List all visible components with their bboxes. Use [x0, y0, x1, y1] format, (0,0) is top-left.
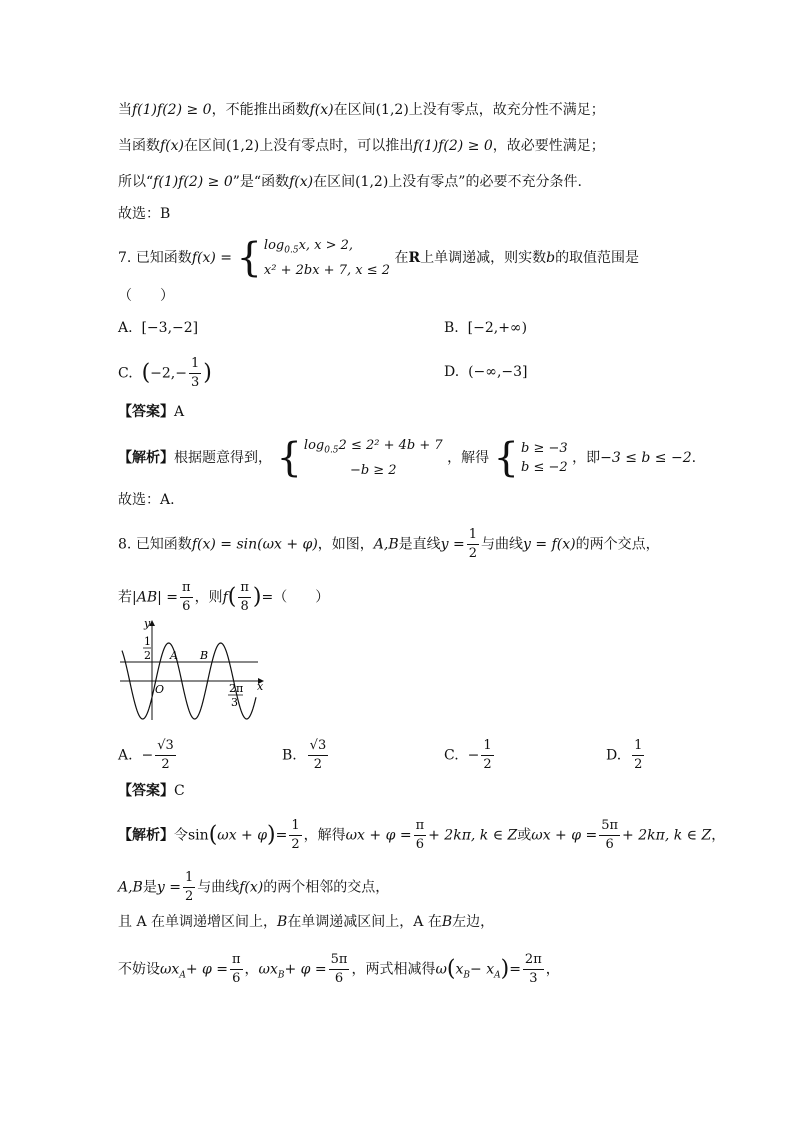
text-line-1: 当f(1)f(2) ≥ 0，不能推出函数f(x)在区间(1,2)上没有零点，故充分性不满足；: [118, 102, 605, 118]
point-a-label: A: [170, 649, 178, 662]
q7-answer: 【答案】A: [118, 404, 185, 420]
sine-graph: [118, 615, 268, 723]
q8-answer: 【答案】C: [118, 783, 185, 799]
q8-analysis-line-4: 不妨设$\omega x_A+ \varphi$ = $\frac{\pi}{6}$ ，$\omega x_B+ \varphi$ = $\frac{5\pi}{6}$ ，两式相减得$\omega(x_B- x_A)=$ $\frac{2\pi}{3}$ ，: [118, 952, 560, 986]
tick-label-num: 2π: [229, 682, 244, 695]
q8-analysis-line-1: 【解析】令sin(ωx + φ)= $\frac{1}{2}$ ，解得ωx + φ = $\frac{\pi}{6}$ + 2kπ, k ∈ Z或ωx + φ = $\frac{5\pi}{6}$ + 2kπ, k ∈ Z，: [118, 818, 726, 852]
question-7-paren: （ ）: [118, 288, 174, 304]
math-f1f2: f(1)f(2) ≥ 0: [132, 102, 212, 118]
q7-option-c[interactable]: C. (−2,− $\frac{1}{3}$ ): [118, 356, 212, 390]
question-8: 8. 已知函数f(x) = sin(ωx + φ)，如图，A,B是直线y = $\frac{1}{2}$ 与曲线y = f(x)的两个交点，: [118, 527, 660, 561]
q8-analysis-line-2: A,B是y = $\frac{1}{2}$ 与曲线f(x)的两个相邻的交点，: [118, 870, 390, 904]
q7-analysis: 【解析】根据题意得到， { $\log_{0.5}2 \le 2^2 + 4b + 7$ −b ≥ 2 ，解得 { b ≥ −3 b ≤ −2 ，即−3 ≤ b ≤ −2.: [118, 434, 697, 481]
q8-option-a[interactable]: A. − $\frac{√3}{2}$: [118, 738, 174, 772]
piecewise-function: { $\log_{0.5}x$, x > 2, x² + 2bx + 7, x ≤ 2: [236, 234, 390, 281]
origin-label: O: [155, 683, 165, 696]
answer-prev: 故选：B: [118, 206, 171, 222]
half-label-den: 2: [144, 649, 151, 662]
y-axis-label: y: [144, 617, 151, 630]
q7-option-a[interactable]: A. [−3,−2]: [118, 320, 199, 336]
question-8-line-2: 若|AB| = $\frac{\pi}{6}$ ，则f( $\frac{\pi}{8}$ )=（ ）: [118, 580, 330, 614]
question-7: 7. 已知函数f(x) = { $\log_{0.5}x$, x > 2, x² + 2bx + 7, x ≤ 2 在R上单调递减，则实数b的取值范围是: [118, 234, 640, 281]
q8-option-b[interactable]: B. $\frac{√3}{2}$: [282, 738, 327, 772]
half-label-num: 1: [144, 635, 151, 648]
q8-option-c[interactable]: C. − $\frac{1}{2}$: [444, 738, 492, 772]
q8-analysis-line-3: 且 A 在单调递增区间上，B在单调递减区间上，A 在B左边，: [118, 914, 495, 930]
q7-option-d[interactable]: D. (−∞,−3]: [444, 364, 528, 380]
text-line-2: 当函数f(x)在区间(1,2)上没有零点时，可以推出f(1)f(2) ≥ 0，故必要性满足；: [118, 138, 605, 154]
q7-option-b[interactable]: B. [−2,+∞): [444, 320, 528, 336]
q7-conclusion: 故选：A.: [118, 492, 175, 508]
point-b-label: B: [200, 649, 209, 662]
tick-label-den: 3: [231, 696, 238, 709]
q8-option-d[interactable]: D. $\frac{1}{2}$: [606, 738, 643, 772]
x-axis-label: x: [257, 680, 264, 693]
text-line-3: 所以“f(1)f(2) ≥ 0”是“函数f(x)在区间(1,2)上没有零点”的必要不充分条件.: [118, 174, 582, 190]
